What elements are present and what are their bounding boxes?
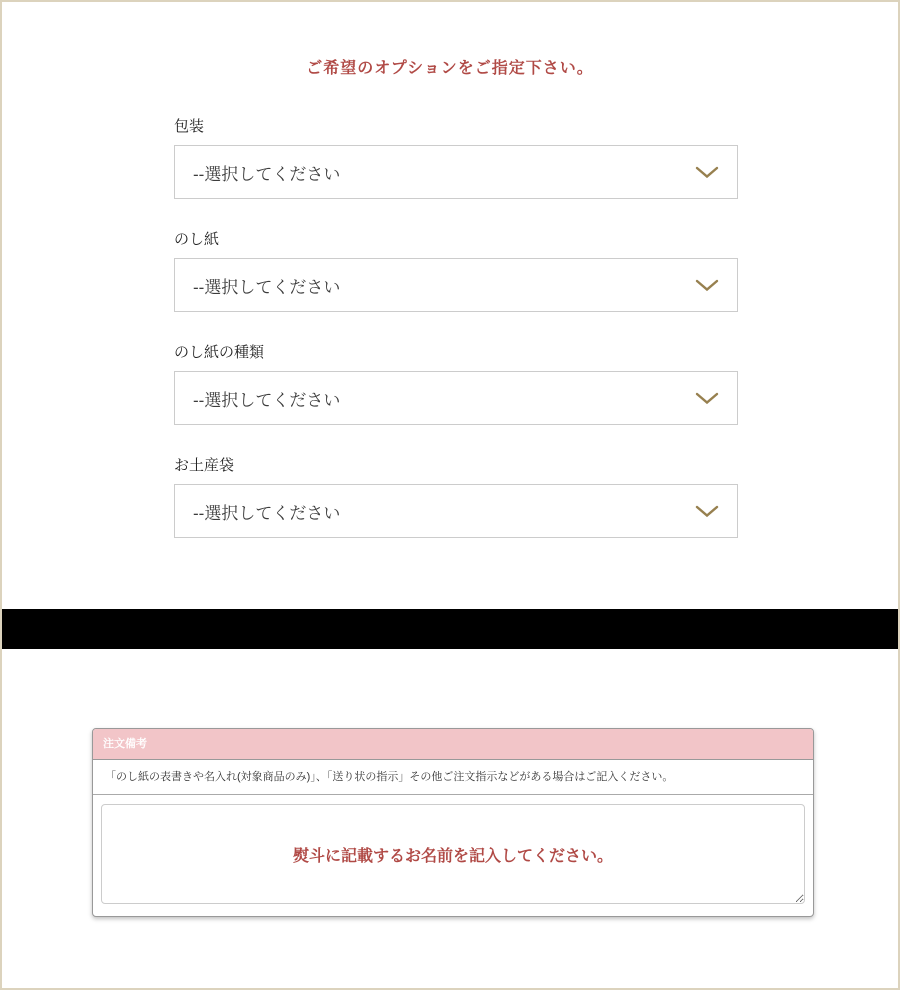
- souvenir-bag-select-value: --選択してください: [193, 503, 341, 523]
- field-noshi-paper-type: [174, 343, 738, 425]
- noshi-paper-select[interactable]: [174, 258, 738, 312]
- wrapping-select-value: --選択してください: [193, 164, 341, 184]
- chevron-down-icon: [695, 505, 719, 518]
- order-remarks-body: [93, 795, 813, 916]
- page-title: ご希望のオプションをご指定下さい。: [306, 60, 594, 77]
- noshi-paper-select-value: --選択してください: [193, 277, 341, 297]
- field-label-noshi-paper: のし紙: [174, 231, 220, 248]
- field-label-souvenir-bag: お土産袋: [174, 457, 235, 474]
- noshi-paper-type-select-value: --選択してください: [193, 390, 341, 410]
- wrapping-select[interactable]: [174, 145, 738, 199]
- order-remarks-description: 「のし紙の表書きや名入れ(対象商品のみ)」、「送り状の指示」その他ご注文指示などがある場合はご記入ください。: [93, 760, 813, 795]
- order-remarks-textarea[interactable]: [101, 804, 805, 904]
- field-label-noshi-paper-type: のし紙の種類: [174, 344, 265, 361]
- field-wrapping: [174, 117, 738, 199]
- field-souvenir-bag: [174, 456, 738, 538]
- chevron-down-icon: [695, 279, 719, 292]
- section-divider-bar: [0, 609, 900, 649]
- chevron-down-icon: [695, 392, 719, 405]
- field-label-wrapping: 包装: [174, 118, 205, 135]
- order-remarks-header: 注文備考: [93, 729, 813, 760]
- souvenir-bag-select[interactable]: [174, 484, 738, 538]
- chevron-down-icon: [695, 166, 719, 179]
- noshi-paper-type-select[interactable]: [174, 371, 738, 425]
- field-noshi-paper: [174, 230, 738, 312]
- order-remarks-panel: [92, 728, 814, 917]
- options-form: [174, 117, 738, 538]
